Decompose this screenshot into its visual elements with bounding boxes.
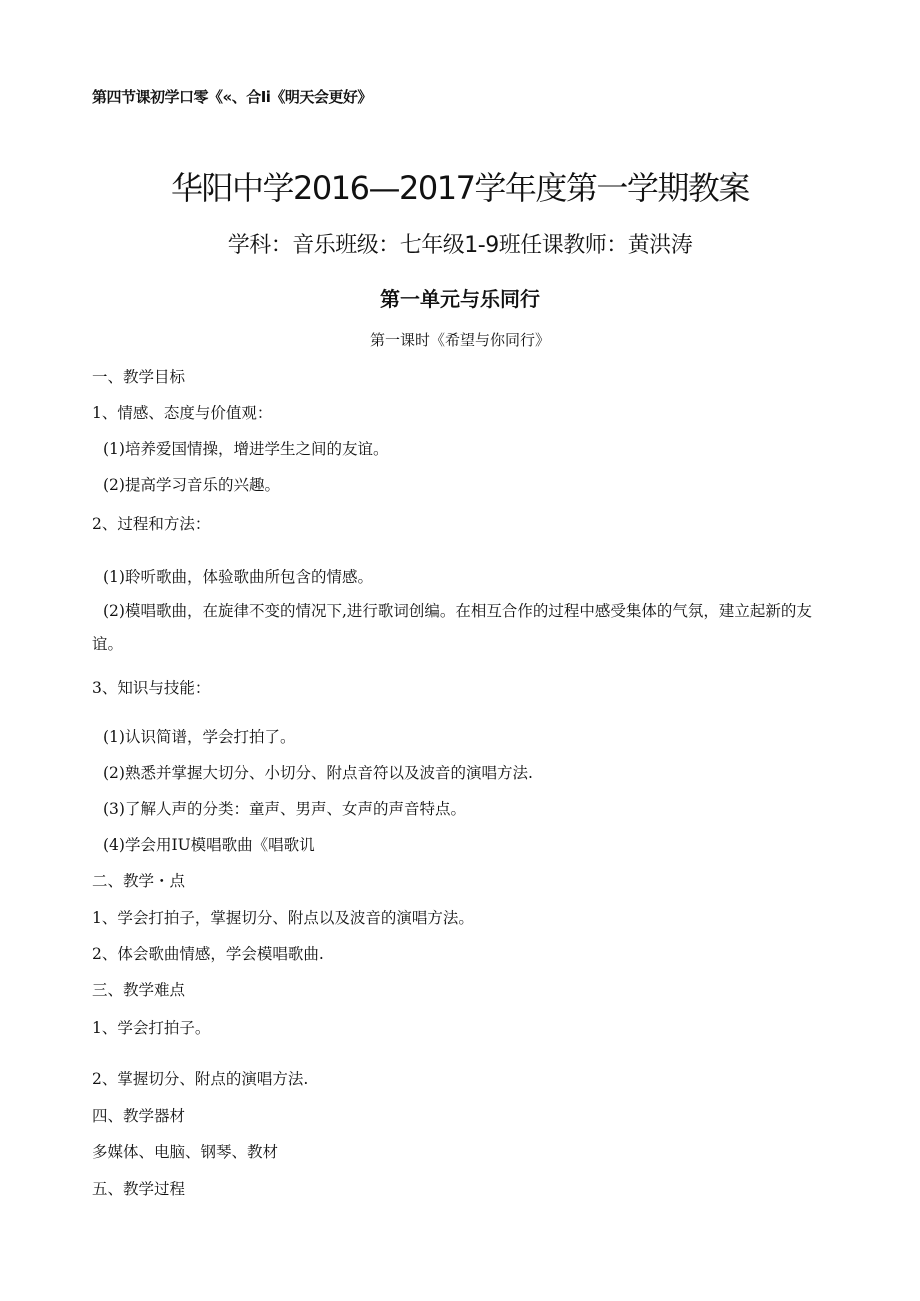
objective-2-item-b: (2)模唱歌曲，在旋律不变的情况下,进行歌词创编。在相互合作的过程中感受集体的气氛，建立起新的友谊。 [92,602,812,653]
objective-1-item-a: (1)培养爱国情操，增进学生之间的友谊。 [103,440,389,458]
section-heading-objectives: 一、教学目标 [92,368,186,386]
difficulty-1: 1、学会打拍子。 [92,1019,211,1037]
page-subtitle: 学科：音乐班级：七年级1-9班任课教师：黄洪涛 [227,233,693,258]
unit-heading: 第一单元与乐同行 [380,287,540,311]
section-heading-equipment: 四、教学器材 [92,1107,186,1125]
objective-3-item-c: (3)了解人声的分类：童声、男声、女声的声音特点。 [103,800,466,818]
objective-3-heading: 3、知识与技能： [92,679,211,697]
difficulty-2: 2、掌握切分、附点的演唱方法. [92,1070,309,1088]
page-title: 华阳中学2016—2017学年度第一学期教案 [171,169,749,207]
section-heading-difficulties: 三、教学难点 [92,981,186,999]
equipment-list: 多媒体、电脑、钢琴、教材 [92,1143,279,1161]
lesson-heading: 第一课时《希望与你同行》 [369,331,550,349]
objective-3-item-a: (1)认识简谱，学会打拍了。 [103,728,296,746]
objective-2-item-a: (1)聆听歌曲，体验歌曲所包含的情感。 [103,568,373,586]
section-heading-process: 五、教学过程 [92,1180,186,1198]
key-point-2: 2、体会歌曲情感，学会模唱歌曲. [92,945,324,963]
objective-1-item-b: (2)提高学习音乐的兴趣。 [103,476,280,494]
objective-3-item-b: (2)熟悉并掌握大切分、小切分、附点音符以及波音的演唱方法. [103,764,533,782]
objective-3-item-d: (4)学会用IU模唱歌曲《唱歌讥 [103,836,315,854]
section-heading-key-points: 二、教学・点 [92,872,186,890]
objective-1-heading: 1、情感、态度与价值观： [92,404,273,422]
header-note: 第四节课初学口零《«、合Ii《明天会更好》 [92,88,372,106]
objective-2-heading: 2、过程和方法： [92,515,211,533]
key-point-1: 1、学会打拍子，掌握切分、附点以及波音的演唱方法。 [92,909,474,927]
